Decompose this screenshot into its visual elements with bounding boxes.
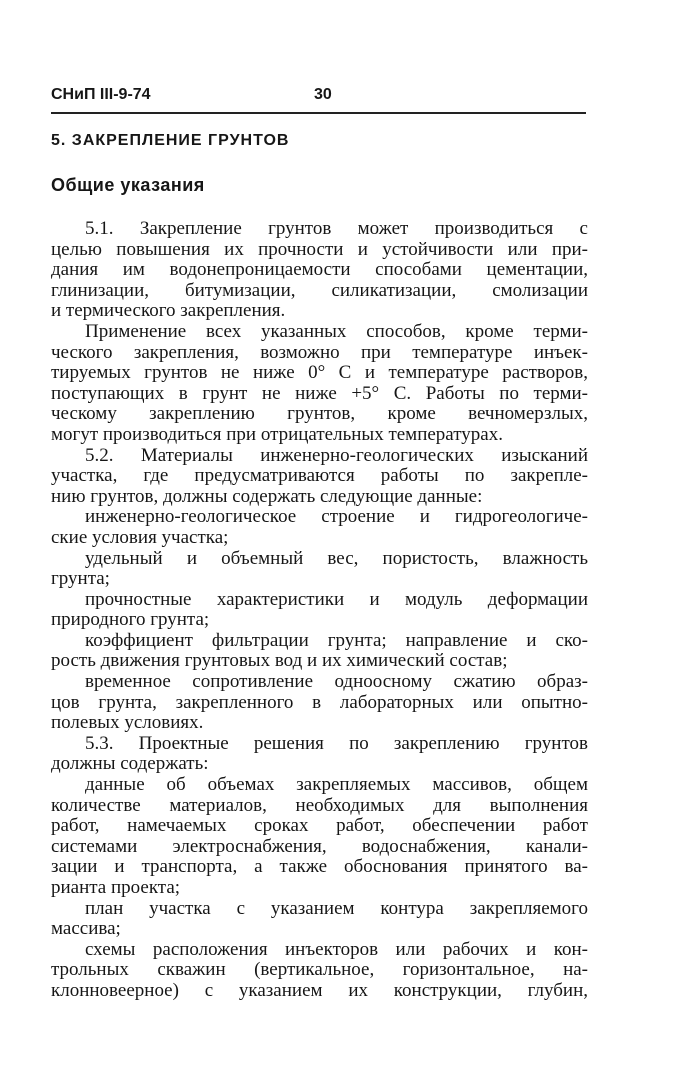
paragraph: [51, 672, 588, 734]
document-code: СНиП III-9-74: [51, 86, 151, 103]
subsection-title: Общие указания: [51, 175, 205, 195]
text-line: ческого закрепления, возможно при температуре инъек-: [51, 341, 588, 363]
text-line: массива;: [51, 918, 121, 940]
text-line: схемы расположения инъекторов или рабочих и кон-: [85, 938, 588, 960]
text-line: удельный и объемный вес, пористость, влажность: [85, 547, 588, 569]
text-line: природного грунта;: [51, 609, 210, 631]
paragraph: [51, 734, 588, 775]
text-line: коэффициент фильтрации грунта; направление и ско-: [85, 629, 588, 651]
paragraph: [51, 775, 588, 899]
text-line: зации и транспорта, а также обоснования принятого ва-: [51, 856, 588, 878]
text-line: могут производиться при отрицательных температурах.: [51, 423, 503, 445]
paragraph: [51, 631, 588, 672]
text-line: нию грунтов, должны содержать следующие данные:: [51, 485, 483, 507]
text-line: трольных скважин (вертикальное, горизонтальное, на-: [51, 959, 588, 981]
text-line: участка, где предусматриваются работы по закрепле-: [51, 465, 588, 487]
text-line: целью повышения их прочности и устойчивости или при-: [51, 238, 588, 260]
document-page: [51, 84, 588, 1001]
text-line: ческому закреплению грунтов, кроме вечномерзлых,: [51, 403, 588, 425]
text-line: данные об объемах закрепляемых массивов, общем: [85, 774, 588, 796]
text-line: грунта;: [51, 568, 110, 590]
text-line: должны содержать:: [51, 753, 209, 775]
text-line: тируемых грунтов не ниже 0° С и температуре растворов,: [51, 362, 588, 384]
paragraph: [51, 549, 588, 590]
text-line: работ, намечаемых сроках работ, обеспечении работ: [51, 815, 588, 837]
text-line: клонновеерное) с указанием их конструкции, глубин,: [51, 979, 588, 1001]
text-line: Применение всех указанных способов, кроме терми-: [85, 320, 588, 342]
text-line: поступающих в грунт не ниже +5° С. Работы по терми-: [51, 382, 588, 404]
text-line: дания им водонепроницаемости способами цементации,: [51, 259, 588, 281]
paragraph: [51, 507, 588, 548]
running-header: [51, 84, 588, 110]
text-line: 5.2. Материалы инженерно-геологических изысканий: [85, 444, 588, 466]
paragraph: [51, 219, 588, 322]
text-line: системами электроснабжения, водоснабжения, канали-: [51, 835, 588, 857]
paragraph: [51, 899, 588, 940]
text-line: временное сопротивление одноосному сжатию образ-: [85, 671, 588, 693]
text-line: 5.3. Проектные решения по закреплению грунтов: [85, 732, 588, 754]
paragraph: [51, 590, 588, 631]
section-title: 5. ЗАКРЕПЛЕНИЕ ГРУНТОВ: [51, 132, 290, 149]
text-line: рианта проекта;: [51, 877, 181, 898]
body-text: [51, 219, 588, 1002]
paragraph: [51, 322, 588, 446]
paragraph: [51, 446, 588, 508]
text-line: и термического закрепления.: [51, 300, 286, 322]
text-line: 5.1. Закрепление грунтов может производиться с: [85, 218, 588, 239]
header-rule: [51, 112, 586, 114]
page-number: 30: [314, 86, 332, 103]
text-line: план участка с указанием контура закрепляемого: [85, 897, 588, 919]
text-line: глинизации, битумизации, силикатизации, смолизации: [51, 279, 588, 301]
text-line: количестве материалов, необходимых для выполнения: [51, 794, 588, 816]
text-line: прочностные характеристики и модуль деформации: [85, 588, 588, 610]
text-line: ские условия участка;: [51, 526, 229, 548]
text-line: рость движения грунтовых вод и их химический состав;: [51, 650, 508, 672]
paragraph: [51, 940, 588, 1002]
text-line: инженерно-геологическое строение и гидрогеологиче-: [85, 506, 588, 528]
text-line: полевых условиях.: [51, 712, 204, 734]
text-line: цов грунта, закрепленного в лабораторных или опытно-: [51, 691, 588, 713]
